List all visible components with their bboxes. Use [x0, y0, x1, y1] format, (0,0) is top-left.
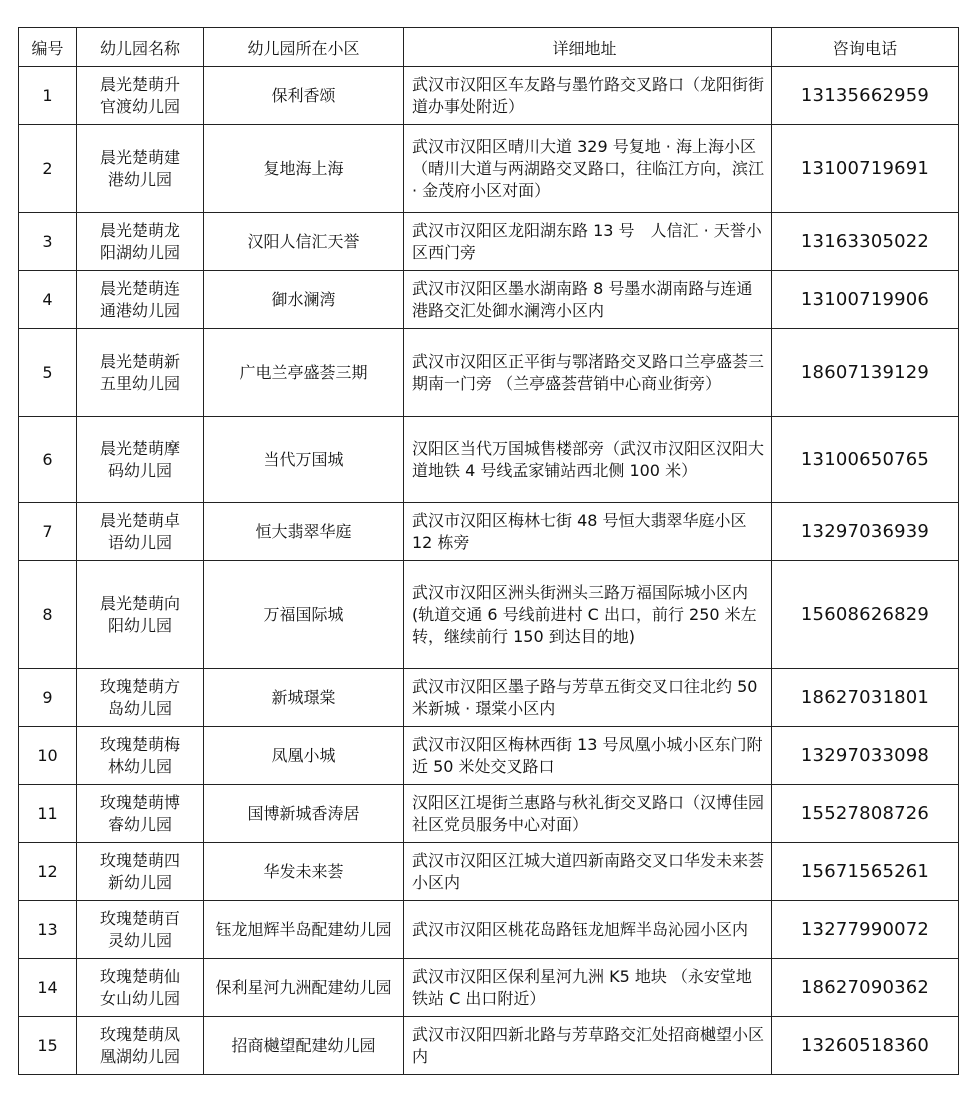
table-row	[19, 727, 959, 785]
kindergarten-name: 玫瑰楚萌方 岛幼儿园	[77, 669, 204, 727]
table-row	[19, 67, 959, 125]
phone-number: 18607139129	[772, 329, 959, 417]
row-number: 15	[19, 1017, 77, 1075]
community-name: 恒大翡翠华庭	[204, 503, 404, 561]
address: 武汉市汉阳四新北路与芳草路交汇处招商樾望小区内	[404, 1017, 772, 1075]
row-number: 6	[19, 417, 77, 503]
table-row	[19, 901, 959, 959]
phone-number: 13135662959	[772, 67, 959, 125]
address: 武汉市汉阳区车友路与墨竹路交叉路口（龙阳街街道办事处附近）	[404, 67, 772, 125]
address: 武汉市汉阳区桃花岛路钰龙旭辉半岛沁园小区内	[404, 901, 772, 959]
community-name: 汉阳人信汇天誉	[204, 213, 404, 271]
kindergarten-name: 玫瑰楚萌仙 女山幼儿园	[77, 959, 204, 1017]
table-row	[19, 125, 959, 213]
phone-number: 18627031801	[772, 669, 959, 727]
header-number: 编号	[19, 28, 77, 67]
table-row	[19, 785, 959, 843]
kindergarten-name: 晨光楚萌升 官渡幼儿园	[77, 67, 204, 125]
header-kindergarten-name: 幼儿园名称	[77, 28, 204, 67]
community-name: 御水澜湾	[204, 271, 404, 329]
address: 汉阳区当代万国城售楼部旁（武汉市汉阳区汉阳大道地铁 4 号线孟家铺站西北侧 100 米）	[404, 417, 772, 503]
phone-number: 13297033098	[772, 727, 959, 785]
address: 武汉市汉阳区江城大道四新南路交叉口华发未来荟小区内	[404, 843, 772, 901]
phone-number: 15527808726	[772, 785, 959, 843]
table-row	[19, 561, 959, 669]
address: 武汉市汉阳区正平街与鄂渚路交叉路口兰亭盛荟三期南一门旁 （兰亭盛荟营销中心商业街旁）	[404, 329, 772, 417]
address: 武汉市汉阳区墨水湖南路 8 号墨水湖南路与连通港路交汇处御水澜湾小区内	[404, 271, 772, 329]
address: 武汉市汉阳区保利星河九洲 K5 地块 （永安堂地铁站 C 出口附近）	[404, 959, 772, 1017]
table-row	[19, 503, 959, 561]
community-name: 凤凰小城	[204, 727, 404, 785]
row-number: 2	[19, 125, 77, 213]
row-number: 5	[19, 329, 77, 417]
address: 汉阳区江堤街兰惠路与秋礼街交叉路口（汉博佳园社区党员服务中心对面）	[404, 785, 772, 843]
row-number: 9	[19, 669, 77, 727]
address: 武汉市汉阳区墨子路与芳草五街交叉口往北约 50 米新城 · 璟棠小区内	[404, 669, 772, 727]
row-number: 1	[19, 67, 77, 125]
phone-number: 13277990072	[772, 901, 959, 959]
phone-number: 13260518360	[772, 1017, 959, 1075]
phone-number: 18627090362	[772, 959, 959, 1017]
kindergarten-name: 晨光楚萌向 阳幼儿园	[77, 561, 204, 669]
table-row	[19, 843, 959, 901]
phone-number: 15608626829	[772, 561, 959, 669]
phone-number: 13100650765	[772, 417, 959, 503]
address: 武汉市汉阳区龙阳湖东路 13 号 人信汇 · 天誉小区西门旁	[404, 213, 772, 271]
community-name: 保利星河九洲配建幼儿园	[204, 959, 404, 1017]
community-name: 万福国际城	[204, 561, 404, 669]
kindergarten-name: 玫瑰楚萌梅 林幼儿园	[77, 727, 204, 785]
community-name: 保利香颂	[204, 67, 404, 125]
kindergarten-table-wrapper	[18, 27, 959, 1075]
row-number: 14	[19, 959, 77, 1017]
kindergarten-name: 玫瑰楚萌凤 凰湖幼儿园	[77, 1017, 204, 1075]
table-row	[19, 417, 959, 503]
phone-number: 13100719691	[772, 125, 959, 213]
kindergarten-name: 玫瑰楚萌百 灵幼儿园	[77, 901, 204, 959]
row-number: 7	[19, 503, 77, 561]
kindergarten-name: 晨光楚萌卓 语幼儿园	[77, 503, 204, 561]
community-name: 当代万国城	[204, 417, 404, 503]
row-number: 8	[19, 561, 77, 669]
table-row	[19, 271, 959, 329]
row-number: 4	[19, 271, 77, 329]
row-number: 3	[19, 213, 77, 271]
row-number: 13	[19, 901, 77, 959]
address: 武汉市汉阳区洲头街洲头三路万福国际城小区内(轨道交通 6 号线前进村 C 出口，前行 250 米左转，继续前行 150 到达目的地)	[404, 561, 772, 669]
row-number: 11	[19, 785, 77, 843]
community-name: 广电兰亭盛荟三期	[204, 329, 404, 417]
phone-number: 13100719906	[772, 271, 959, 329]
table-header-row	[19, 28, 959, 67]
community-name: 复地海上海	[204, 125, 404, 213]
table-row	[19, 669, 959, 727]
kindergarten-name: 玫瑰楚萌博 睿幼儿园	[77, 785, 204, 843]
community-name: 华发未来荟	[204, 843, 404, 901]
row-number: 10	[19, 727, 77, 785]
phone-number: 13163305022	[772, 213, 959, 271]
community-name: 钰龙旭辉半岛配建幼儿园	[204, 901, 404, 959]
community-name: 新城璟棠	[204, 669, 404, 727]
phone-number: 15671565261	[772, 843, 959, 901]
kindergarten-name: 晨光楚萌摩 码幼儿园	[77, 417, 204, 503]
header-address: 详细地址	[404, 28, 772, 67]
row-number: 12	[19, 843, 77, 901]
table-row	[19, 213, 959, 271]
address: 武汉市汉阳区梅林七街 48 号恒大翡翠华庭小区 12 栋旁	[404, 503, 772, 561]
kindergarten-name: 玫瑰楚萌四 新幼儿园	[77, 843, 204, 901]
community-name: 招商樾望配建幼儿园	[204, 1017, 404, 1075]
table-row	[19, 329, 959, 417]
address: 武汉市汉阳区晴川大道 329 号复地 · 海上海小区（晴川大道与两湖路交叉路口，往临江方向，滨江 · 金茂府小区对面）	[404, 125, 772, 213]
header-phone: 咨询电话	[772, 28, 959, 67]
table-row	[19, 1017, 959, 1075]
phone-number: 13297036939	[772, 503, 959, 561]
kindergarten-table	[18, 27, 959, 1075]
table-body	[19, 67, 959, 1075]
kindergarten-name: 晨光楚萌连 通港幼儿园	[77, 271, 204, 329]
kindergarten-name: 晨光楚萌新 五里幼儿园	[77, 329, 204, 417]
kindergarten-name: 晨光楚萌建 港幼儿园	[77, 125, 204, 213]
address: 武汉市汉阳区梅林西街 13 号凤凰小城小区东门附近 50 米处交叉路口	[404, 727, 772, 785]
community-name: 国博新城香涛居	[204, 785, 404, 843]
table-row	[19, 959, 959, 1017]
kindergarten-name: 晨光楚萌龙 阳湖幼儿园	[77, 213, 204, 271]
header-community: 幼儿园所在小区	[204, 28, 404, 67]
